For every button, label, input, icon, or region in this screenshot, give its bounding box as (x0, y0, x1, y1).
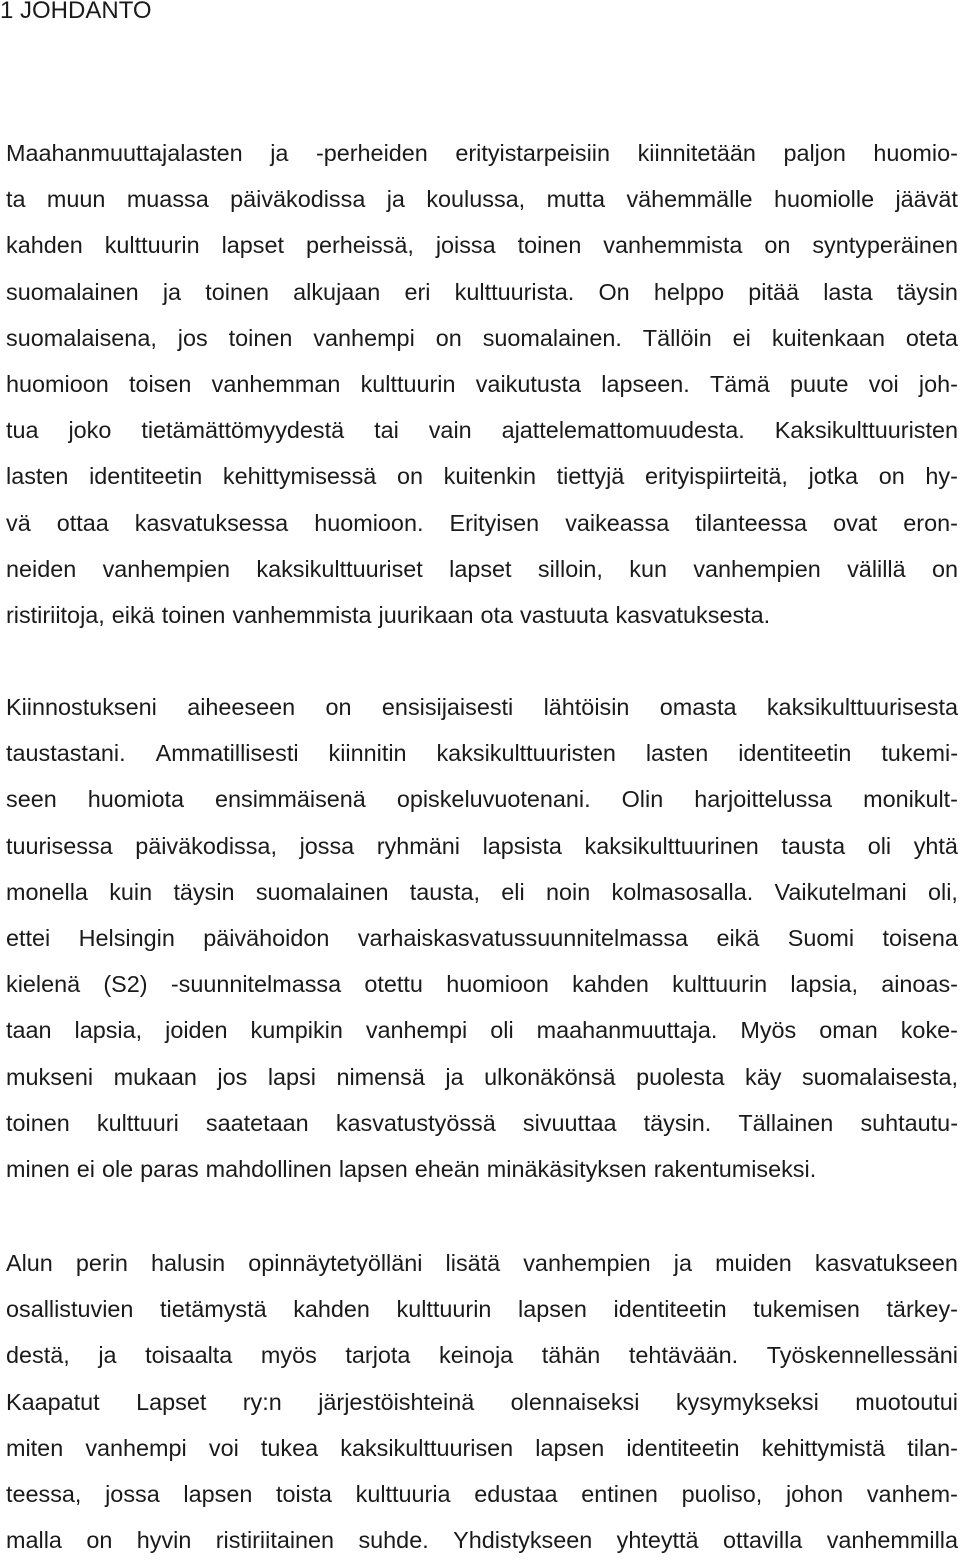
text-line: destä, ja toisaalta myös tarjota keinoja tähän tehtävään. Työskennellessäni (6, 1342, 958, 1369)
text-line: kahden kulttuurin lapset perheissä, joissa toinen vanhemmista on syntyperäinen (6, 232, 958, 259)
text-line: osallistuvien tietämystä kahden kulttuurin lapsen identiteetin tukemisen tärkey- (6, 1296, 958, 1323)
text-line: mukseni mukaan jos lapsi nimensä ja ulkonäkönsä puolesta käy suomalaisesta, (6, 1063, 958, 1090)
text-line: Maahanmuuttajalasten ja -perheiden erityistarpeisiin kiinnitetään paljon huomio- (6, 140, 958, 166)
paragraph-motivation (6, 684, 958, 1192)
text-line: suomalainen ja toinen alkujaan eri kulttuurista. On helppo pitää lasta täysin (6, 278, 958, 305)
text-line: huomioon toisen vanhemman kulttuurin vaikutusta lapseen. Tämä puute voi joh- (6, 370, 958, 397)
text-line: neiden vanhempien kaksikulttuuriset lapset silloin, kun vanhempien välillä on (6, 555, 958, 582)
text-line: Alun perin halusin opinnäytetyölläni lisätä vanhempien ja muiden kasvatukseen (6, 1250, 958, 1276)
chapter-heading: 1 JOHDANTO (0, 0, 152, 24)
text-line: seen huomiota ensimmäisenä opiskeluvuotenani. Olin harjoittelussa monikult- (6, 786, 958, 813)
text-line: vä ottaa kasvatuksessa huomioon. Erityisen vaikeassa tilanteessa ovat eron- (6, 509, 958, 536)
text-line: malla on hyvin ristiriitainen suhde. Yhdistykseen yhteyttä ottavilla vanhemmilla (6, 1527, 958, 1554)
text-line: tua joko tietämättömyydestä tai vain ajattelemattomuudesta. Kaksikulttuuristen (6, 417, 958, 444)
text-line: monella kuin täysin suomalainen tausta, eli noin kolmasosalla. Vaikutelmani oli, (6, 878, 958, 905)
text-line: minen ei ole paras mahdollinen lapsen eheän minäkäsityksen rakentumiseksi. (6, 1155, 817, 1182)
text-line: Kaapatut Lapset ry:n järjestöishteinä olennaiseksi kysymykseksi muotoutui (6, 1388, 958, 1415)
text-line: teessa, jossa lapsen toista kulttuuria edustaa entinen puoliso, johon vanhem- (6, 1480, 958, 1507)
text-line: taustastani. Ammatillisesti kiinnitin kaksikulttuuristen lasten identiteetin tukemi- (6, 740, 958, 767)
text-line: tuurisessa päiväkodissa, jossa ryhmäni lapsista kaksikulttuurinen tausta oli yhtä (6, 832, 958, 859)
text-line: kielenä (S2) -suunnitelmassa otettu huomioon kahden kulttuurin lapsia, ainoas- (6, 971, 958, 998)
text-line: ta muun muassa päiväkodissa ja koulussa, mutta vähemmälle huomiolle jäävät (6, 186, 958, 213)
paragraph-intro (6, 130, 958, 638)
text-line: ettei Helsingin päivähoidon varhaiskasvatussuunnitelmassa eikä Suomi toisena (6, 924, 958, 951)
text-line: taan lapsia, joiden kumpikin vanhempi oli maahanmuuttaja. Myös oman koke- (6, 1017, 958, 1044)
text-line: toinen kulttuuri saatetaan kasvatustyössä sivuuttaa täysin. Tällainen suhtautu- (6, 1109, 958, 1136)
text-line: ristiriitoja, eikä toinen vanhemmista juurikaan ota vastuuta kasvatuksesta. (6, 601, 771, 628)
text-line: suomalaisena, jos toinen vanhempi on suomalainen. Tällöin ei kuitenkaan oteta (6, 324, 958, 351)
text-line: Kiinnostukseni aiheeseen on ensisijaisesti lähtöisin omasta kaksikulttuurisesta (6, 694, 958, 720)
text-line: lasten identiteetin kehittymisessä on kuitenkin tiettyjä erityispiirteitä, jotka on hy- (6, 463, 958, 490)
paragraph-aim (6, 1240, 958, 1563)
text-line: miten vanhempi voi tukea kaksikulttuurisen lapsen identiteetin kehittymistä tilan- (6, 1434, 958, 1461)
